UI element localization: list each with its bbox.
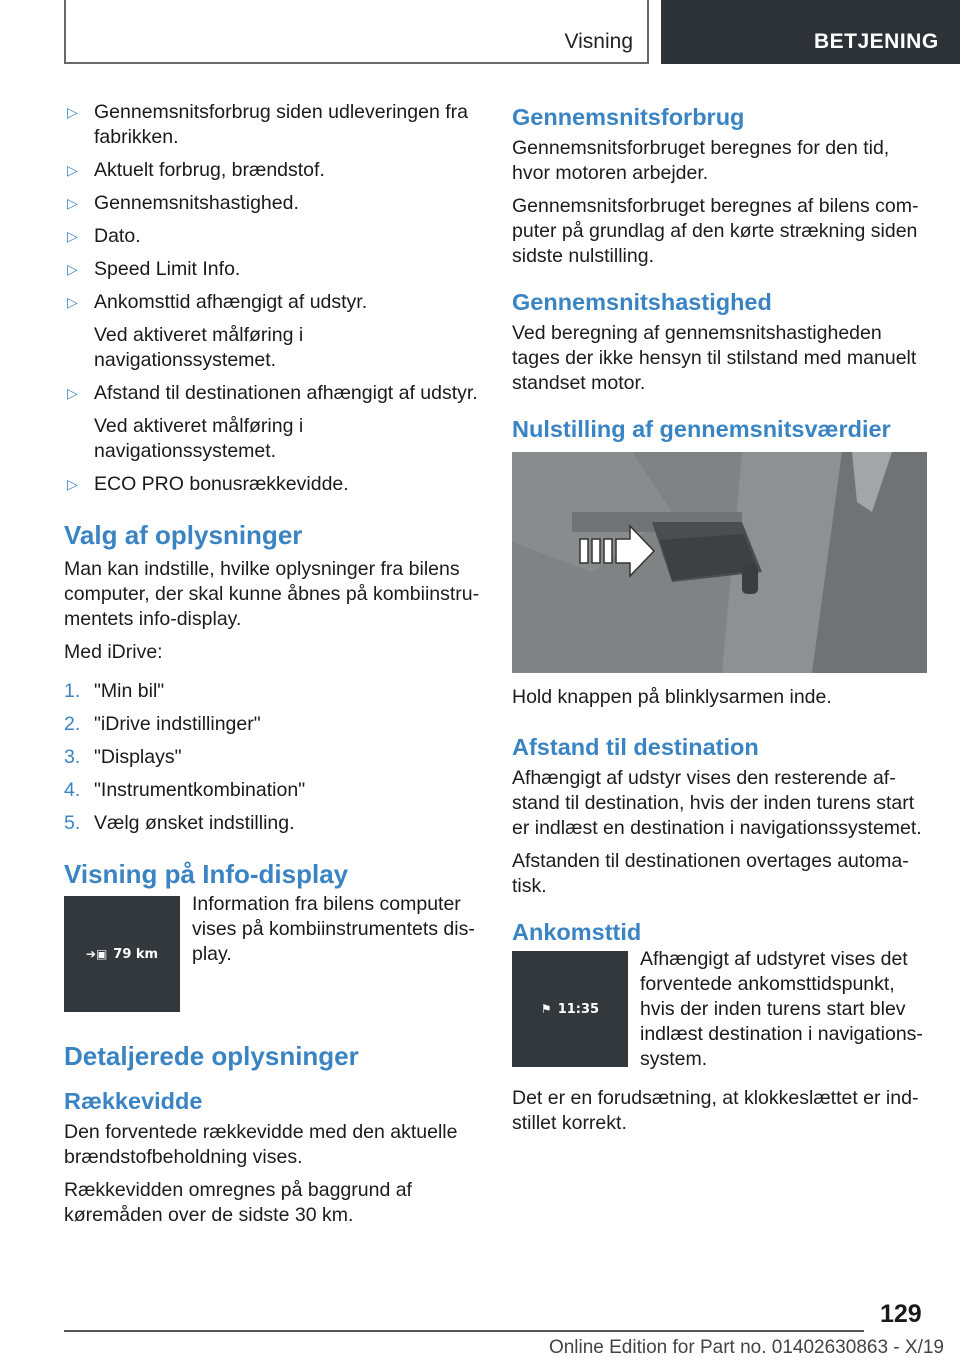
- gh-body: Ved beregning af gennemsnitshastigheden tages der ikke hensyn til stilstand med manuelt standset motor.: [512, 322, 917, 394]
- heading-visning: Visning på Info-display: [64, 859, 349, 889]
- cluster-arrival-display: ⚑ 11:35: [512, 951, 628, 1067]
- list-item: ▷ Dato.: [67, 225, 141, 247]
- visning-body: Information fra bilens computer vises på kombiinstrumentets display.: [192, 893, 475, 965]
- ankomst-row: [512, 948, 932, 1072]
- valg-body: Man kan indstille, hvilke oplysninger fra bilens computer, der skal kunne åbnes på kombiinstrumentets info-display.: [64, 558, 480, 630]
- list-item: 3. "Displays": [64, 746, 182, 768]
- list-item: 5. Vælg ønsket indstilling.: [64, 812, 295, 834]
- heading-nulstilling: Nulstilling af gennemsnitsværdier: [512, 416, 891, 442]
- list-item: ▷ Speed Limit Info.: [67, 258, 241, 280]
- list-item: ▷ Gennemsnitshastighed.: [67, 192, 299, 214]
- heading-afstand: Afstand til destination: [512, 734, 759, 760]
- triangle-right-icon: ▷: [67, 261, 78, 277]
- triangle-right-icon: ▷: [67, 104, 78, 120]
- list-item: ▷ Afstand til destinationen afhængigt af udstyr. Ved aktiveret målføring i navigationssystemet.: [67, 382, 478, 462]
- footer-edition: Online Edition for Part no. 01402630863 - X/19: [548, 1337, 944, 1358]
- med-idrive: Med iDrive:: [64, 641, 163, 663]
- heading-ankomsttid: Ankomsttid: [512, 919, 642, 945]
- list-item: 2. "iDrive indstillinger": [64, 713, 261, 735]
- heading-gennemsnitshastighed: Gennemsnitshastighed: [512, 289, 772, 315]
- header-chapter-box: [661, 0, 960, 64]
- right-column: [512, 100, 932, 1144]
- footer-divider: [64, 1330, 864, 1332]
- heading-valg: Valg af oplysninger: [64, 520, 303, 550]
- triangle-right-icon: ▷: [67, 385, 78, 401]
- ankomst-body: Afhængigt af udstyret vises det forventede ankomsttidspunkt, hvis der inden turens start blev indlæst destination i navigationssystem.: [640, 948, 923, 1070]
- triangle-right-icon: ▷: [67, 228, 78, 244]
- header-section-box: [64, 0, 649, 64]
- header-section-label: Visning: [564, 30, 633, 53]
- list-item: ▷ ECO PRO bonusrækkevidde.: [67, 473, 349, 495]
- turn-signal-lever-illustration: [512, 452, 927, 673]
- gf-body-1: Gennemsnitsforbruget beregnes for den tid, hvor motoren arbejder.: [512, 137, 890, 184]
- list-item: ▷ Aktuelt forbrug, brændstof.: [67, 159, 325, 181]
- fuel-range-icon: ➔▣: [85, 947, 108, 961]
- cluster-range-display: ➔▣ 79 km: [64, 896, 180, 1012]
- afstand-body-2: Afstanden til destinationen overtages automatisk.: [512, 850, 909, 897]
- raekkevidde-body-2: Rækkevidden omregnes på baggrund af køremåden over de sidste 30 km.: [64, 1179, 412, 1226]
- ankomst-body-2: Det er en forudsætning, at klokkeslættet er indstillet korrekt.: [512, 1087, 919, 1134]
- triangle-right-icon: ▷: [67, 162, 78, 178]
- gf-body-2: Gennemsnitsforbruget beregnes af bilens computer på grundlag af den kørte strækning siden sidste nulstilling.: [512, 195, 919, 267]
- page-number: 129: [880, 1300, 922, 1328]
- triangle-right-icon: ▷: [67, 294, 78, 310]
- list-item: ▷ Gennemsnitsforbrug siden udleveringen fra fabrikken.: [67, 101, 468, 148]
- list-item: 1. "Min bil": [64, 680, 165, 702]
- photo-caption: Hold knappen på blinklysarmen inde.: [512, 686, 832, 708]
- idrive-steps: [64, 679, 484, 836]
- arrival-flag-icon: ⚑: [540, 1002, 552, 1016]
- info-bullet-list: [64, 100, 484, 497]
- heading-raekkevidde: Rækkevidde: [64, 1088, 203, 1114]
- heading-detaljer: Detaljerede oplysninger: [64, 1041, 359, 1071]
- list-item: ▷ Ankomsttid afhængigt af udstyr. Ved aktiveret målføring i navigationssystemet.: [67, 291, 368, 371]
- afstand-body-1: Afhængigt af udstyr vises den resterende afstand til destination, hvis der inden turens start er indlæst en destination i navigationssystemet.: [512, 767, 922, 839]
- raekkevidde-body-1: Den forventede rækkevidde med den aktuelle brændstofbeholdning vises.: [64, 1121, 458, 1168]
- visning-row: [64, 893, 484, 1012]
- triangle-right-icon: ▷: [67, 476, 78, 492]
- turn-signal-lever-photo: [512, 452, 927, 673]
- list-item: 4. "Instrumentkombination": [64, 779, 306, 801]
- header-chapter-label: BETJENING: [814, 30, 939, 53]
- left-column: [64, 100, 484, 1236]
- triangle-right-icon: ▷: [67, 195, 78, 211]
- heading-gennemsnitsforbrug: Gennemsnitsforbrug: [512, 104, 745, 130]
